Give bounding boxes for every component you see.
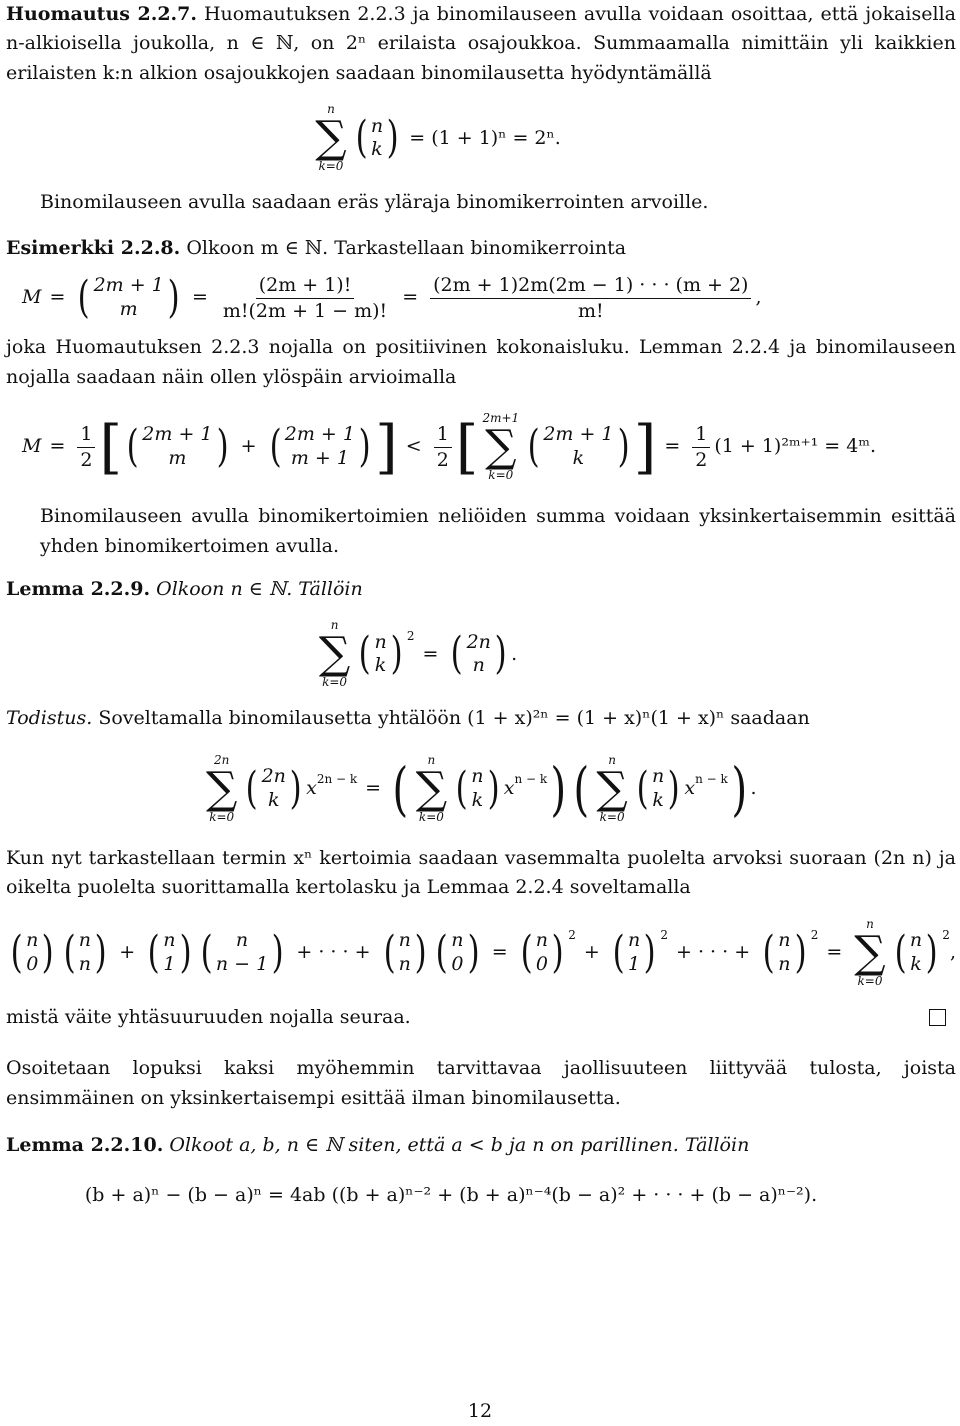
proof-paragraph [6,704,956,733]
proof-after: Kun nyt tarkastellaan termin xⁿ kertoimia saadaan vasemmalta puolelta arvoksi suoraan (2n n) ja oikelta puolelta suorittamalla kertolasku ja Lemmaa 2.2.4 soveltamalla [6,846,956,899]
fraction-product: $\frac{(2m + 1)2m(2m - 1) \cdot \cdot \cdot (m + 2)}{m!}$ [430,273,751,323]
bridge-paragraph: Binomilauseen avulla binomikertoimien neliöiden summa voidaan yksinkertaisemmin esittää yhden binomikertoimen avulla. [40,505,956,557]
equation-rhs: = (1 + 1)ⁿ = 2ⁿ. [409,126,561,149]
binomial-n-k: ( n k ) [355,112,399,164]
equation-sum-binomial [0,88,956,188]
remark-paragraph [6,0,956,88]
equation-vandermonde: ( n 0 ) ( n n ) + ( n 1 ) ( n n − 1 ) + · · · + ( n n ) ( n 0 ) = ( n 0 ) $^2$ + ( n 1 ) $^2$ + · · · + ( n n ) $^2$ = n ∑ k=0 ( n k ) $^2$ , [10,916,956,988]
fraction-factorial: $\frac{(2m + 1)!}{m!(2m + 1 - m)!}$ [222,274,388,322]
lemma-229-text: Olkoon n ∈ ℕ. Tällöin [156,577,363,600]
lemma-229-paragraph [6,575,956,604]
lemma-2210-paragraph [6,1131,956,1160]
equation-m-bound: M = $\frac{1}{2}$ [ ( 2m + 1 m ) + ( 2m + 1 m + 1 ) ] < $\frac{1}{2}$ [ 2m+1 ∑ k=0 ( 2m + 1 k ) ] = $\frac{1}{2}$ (1 + 1)²ᵐ⁺¹ = 4ᵐ. [22,410,877,483]
example-text: Olkoon m ∈ ℕ. Tarkastellaan binomikerrointa [186,236,627,259]
equation-m-definition: M = ( 2m + 1 m ) = $\frac{(2m + 1)!}{m!(2m + 1 - m)!}$ = $\frac{(2m + 1)2m(2m - 1) \cdot \cdot \cdot (m + 2)}{m!}$ , [22,272,762,324]
example-label: Esimerkki 2.2.8. [6,236,181,259]
example-after: joka Huomautuksen 2.2.3 nojalla on positiivinen kokonaisluku. Lemman 2.2.4 ja binomilauseen nojalla saadaan näin ollen ylöspäin arvioimalla [6,336,956,388]
proof-text: Soveltamalla binomilausetta yhtälöön (1 + x)²ⁿ = (1 + x)ⁿ(1 + x)ⁿ saadaan [98,707,810,730]
proof-label: Todistus. [6,707,93,730]
outro-paragraph: Osoitetaan lopuksi kaksi myöhemmin tarvittavaa jaollisuuteen liittyvää tulosta, joista ensimmäinen on yksinkertaisempi esittää ilman binomilausetta. [6,1057,956,1109]
lemma-2210-label: Lemma 2.2.10. [6,1134,164,1156]
remark-label: Huomautus 2.2.7. [6,3,197,25]
equation-square-sum: n ∑ k=0 ( n k ) $^2$ = ( 2n n ) . [318,618,518,690]
lemma-229-label: Lemma 2.2.9. [6,577,151,600]
binomial-2m1-m: ( 2m + 1 m ) [77,272,180,324]
lemma-2210-text: Olkoot a, b, n ∈ ℕ siten, että a < b ja n on parillinen. Tällöin [169,1134,750,1156]
page-number: 12 [467,1400,493,1422]
equation-lemma-2210: (b + a)ⁿ − (b − a)ⁿ = 4ab ((b + a)ⁿ⁻² + (b + a)ⁿ⁻⁴(b − a)² + · · · + (b − a)ⁿ⁻²). [84,1183,818,1206]
qed-square-icon [929,1009,946,1026]
example-paragraph [6,234,956,263]
remark-after: Binomilauseen avulla saadaan eräs yläraja binomikerrointen arvoille. [40,191,709,214]
equation-product-expansion: 2n ∑ k=0 ( 2n k ) x $^{2n - k}$ = ( n ∑ k=0 ( n k ) x $^{n - k}$ ) ( n ∑ k=0 ( n k ) x $^{n - k}$ ) . [206,752,757,824]
sum-symbol: n ∑ k=0 [315,102,347,174]
page [6,0,956,1230]
equation-bound-tail: (1 + 1)²ᵐ⁺¹ = 4ᵐ. [714,435,877,458]
proof-end: mistä väite yhtäsuuruuden nojalla seuraa. [6,1003,956,1032]
remark-text: Huomautuksen 2.2.3 ja binomilauseen avulla voidaan osoittaa, että jokaisella n-alkioisella joukolla, n ∈ ℕ, on 2ⁿ erilaista osajoukkoa. Summaamalla nimittäin yli kaikkien erilaisten k:n alkion osajoukkojen saadaan binomilausetta hyödyntämällä [6,3,956,84]
